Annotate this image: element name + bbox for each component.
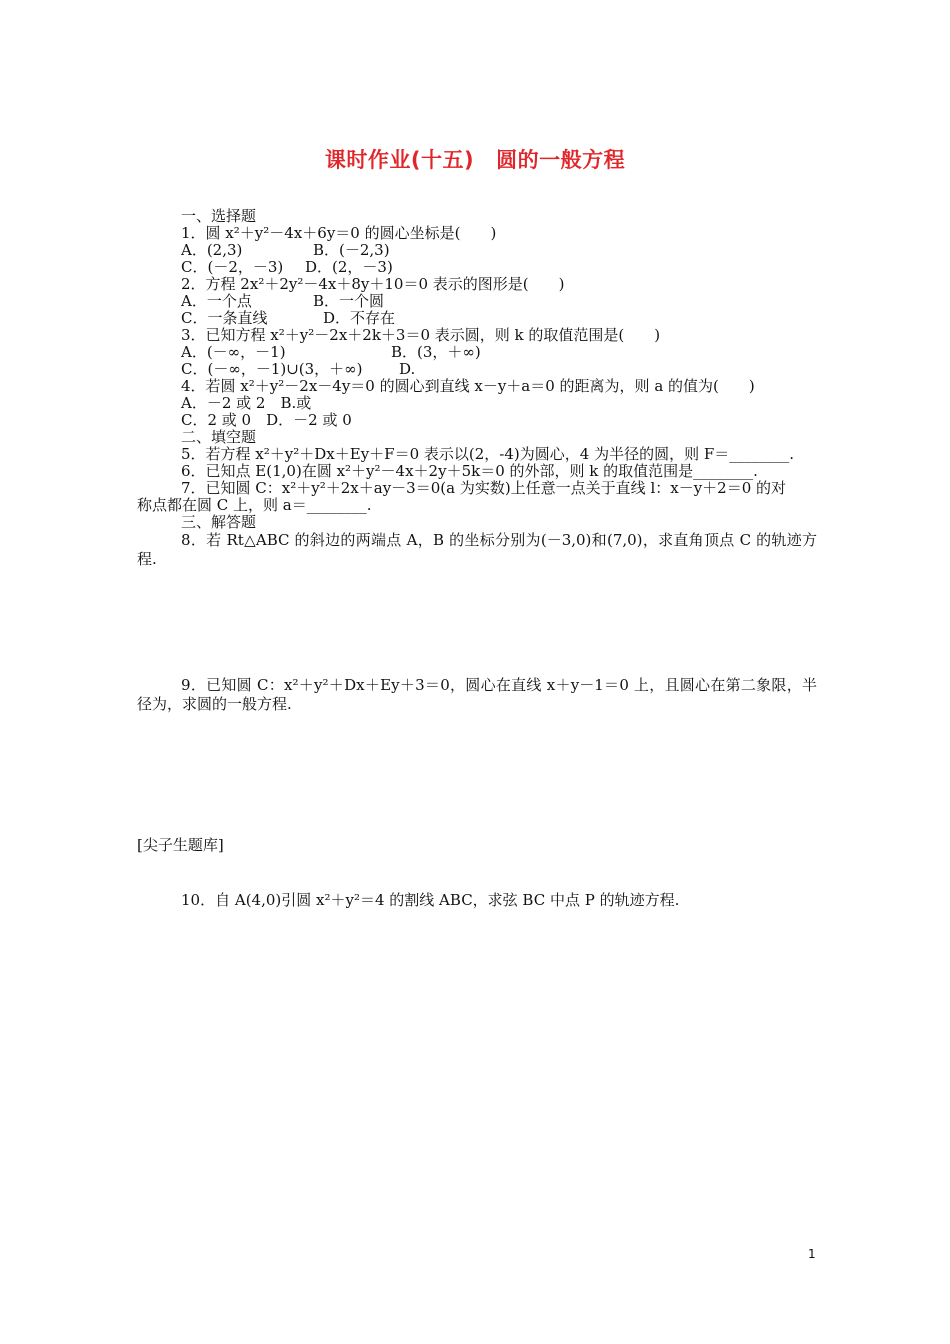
question-8: 8．若 Rt△ABC 的斜边的两端点 A，B 的坐标分别为(－3,0)和(7,0)，求直角顶点 C 的轨迹方程. [137, 531, 817, 568]
question-5: 5．若方程 x²＋y²＋Dx＋Ey＋F＝0 表示以(2，-4)为圆心，4 为半径的圆，则 F＝________. [181, 445, 795, 463]
q1-option-c: C．(－2，－3) [181, 258, 284, 276]
question-9: 9．已知圆 C：x²＋y²＋Dx＋Ey＋3＝0，圆心在直线 x＋y－1＝0 上，且圆心在第二象限，半径为，求圆的一般方程. [137, 676, 817, 713]
section-heading-fill: 二、填空题 [181, 428, 257, 446]
question-10: 10．自 A(4,0)引圆 x²＋y²＝4 的割线 ABC，求弦 BC 中点 P 的轨迹方程. [181, 891, 680, 909]
question-2-options-ab [137, 293, 817, 310]
q3-option-d: D. [399, 360, 416, 378]
question-7-line-2: 称点都在圆 C 上，则 a＝________. [137, 496, 372, 514]
question-1-stem: 1．圆 x²＋y²－4x＋6y＝0 的圆心坐标是( ) [181, 224, 497, 242]
q1-option-d: D．(2，－3) [305, 258, 393, 276]
question-7-line-1: 7．已知圆 C：x²＋y²＋2x＋ay－3＝0(a 为实数)上任意一点关于直线 l：x－y＋2＝0 的对 [181, 479, 787, 497]
question-4-stem: 4．若圆 x²＋y²－2x－4y＝0 的圆心到直线 x－y＋a＝0 的距离为，则 a 的值为( ) [181, 377, 755, 395]
q3-option-a: A．(－∞，－1) [181, 343, 286, 361]
title-sub: 圆的一般方程 [496, 148, 626, 172]
q1-option-a: A．(2,3) [181, 241, 243, 259]
q2-option-b: B．一个圆 [313, 292, 385, 310]
question-4-options-ab: A．－2 或 2 B.或 [181, 394, 312, 412]
q3-option-c: C．(－∞，－1)∪(3，＋∞) [181, 360, 363, 378]
page-title [0, 144, 950, 174]
q2-option-d: D．不存在 [323, 309, 396, 327]
question-3-stem: 3．已知方程 x²＋y²－2x＋2k＋3＝0 表示圆，则 k 的取值范围是( ) [181, 326, 661, 344]
q3-option-b: B．(3，＋∞) [391, 343, 481, 361]
question-block-main [137, 208, 817, 569]
question-6: 6．已知点 E(1,0)在圆 x²＋y²－4x＋2y＋5k＝0 的外部，则 k 的取值范围是________. [181, 462, 758, 480]
question-3-options-cd [137, 361, 817, 378]
question-9-block [137, 676, 817, 714]
question-4-options-cd: C．2 或 0 D．－2 或 0 [181, 411, 352, 429]
question-1-options-cd [137, 259, 817, 276]
question-2-stem: 2．方程 2x²＋2y²－4x＋8y＋10＝0 表示的图形是( ) [181, 275, 565, 293]
page-number: 1 [808, 1247, 816, 1261]
q1-option-b: B．(－2,3) [313, 241, 390, 259]
q2-option-c: C．一条直线 [181, 309, 268, 327]
question-3-options-ab [137, 344, 817, 361]
section-heading-choice: 一、选择题 [181, 207, 257, 225]
section-heading-solve: 三、解答题 [181, 513, 257, 531]
question-1-options-ab [137, 242, 817, 259]
q2-option-a: A．一个点 [181, 292, 252, 310]
section-heading-top-student: [尖子生题库] [137, 836, 224, 854]
title-main: 课时作业(十五) [324, 148, 475, 172]
question-2-options-cd [137, 310, 817, 327]
